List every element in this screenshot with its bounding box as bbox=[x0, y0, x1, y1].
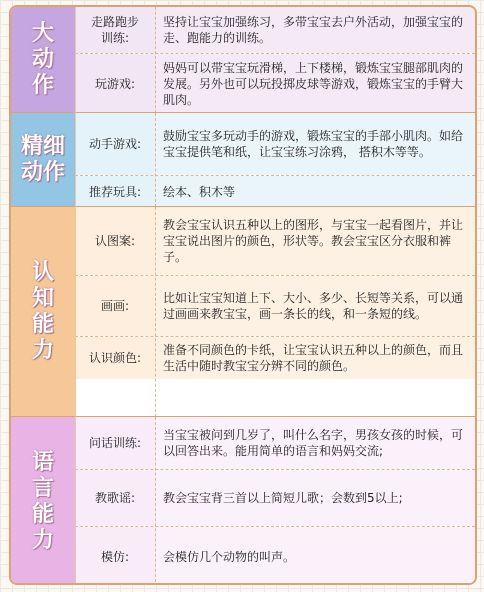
row-text: 比如让宝宝知道上下、大小、多少、长短等关系，可以通过画画来教宝宝，画一条长的线，和一条短的线。 bbox=[155, 276, 475, 336]
category-label: 大 动 作 bbox=[31, 21, 54, 98]
row-text: 准备不同颜色的卡纸，让宝宝认识五种以上的颜色，而且生活中随时教宝宝分辨不同的颜色。 bbox=[155, 337, 475, 379]
category-fine-motor bbox=[11, 113, 75, 207]
table-row bbox=[75, 417, 475, 469]
table-row bbox=[75, 113, 475, 175]
category-cognitive bbox=[11, 207, 75, 417]
table-row bbox=[75, 337, 475, 417]
development-table bbox=[9, 5, 477, 585]
row-label: 玩游戏: bbox=[75, 54, 155, 113]
category-label: 语 言 能 力 bbox=[31, 450, 54, 553]
row-label: 画画: bbox=[75, 276, 155, 336]
category-label: 精细 动作 bbox=[20, 134, 65, 185]
row-label: 动手游戏: bbox=[75, 113, 155, 175]
table-row bbox=[75, 54, 475, 113]
table-row bbox=[75, 527, 475, 585]
table-row bbox=[75, 207, 475, 275]
row-label: 模仿: bbox=[75, 527, 155, 585]
row-text: 妈妈可以带宝宝玩滑梯，上下楼梯，锻炼宝宝腿部肌肉的发展。另外也可以玩投掷皮球等游戏，锻炼宝宝的手臂大肌肉。 bbox=[155, 54, 475, 113]
row-text: 教会宝宝认识五种以上的图形，与宝宝一起看图片，并让宝宝说出图片的颜色，形状等。教会宝宝区分衣服和裤子。 bbox=[155, 207, 475, 275]
table-row bbox=[75, 470, 475, 526]
table-row bbox=[75, 176, 475, 207]
row-label: 走路跑步 训练: bbox=[75, 7, 155, 53]
row-label: 推荐玩具: bbox=[75, 176, 155, 207]
section-cognitive bbox=[11, 207, 475, 417]
row-text: 当宝宝被问到几岁了，叫什么名字，男孩女孩的时候，可以回答出来。能用简单的语言和妈妈交流; bbox=[155, 417, 475, 469]
table-row bbox=[75, 276, 475, 336]
row-text: 鼓励宝宝多玩动手的游戏，锻炼宝宝的手部小肌肉。如给宝宝提供笔和纸，让宝宝练习涂鸦， 搭积木等等。 bbox=[155, 113, 475, 175]
row-text: 绘本、积木等 bbox=[155, 176, 475, 207]
row-text: 坚持让宝宝加强练习，多带宝宝去户外活动，加强宝宝的走、跑能力的训练。 bbox=[155, 7, 475, 53]
table-row bbox=[75, 7, 475, 53]
row-text: 教会宝宝背三首以上简短儿歌；会数到5以上; bbox=[155, 470, 475, 526]
row-label: 教歌谣: bbox=[75, 470, 155, 526]
section-fine-motor bbox=[11, 113, 475, 207]
row-text: 会模仿几个动物的叫声。 bbox=[155, 527, 475, 585]
row-label: 认图案: bbox=[75, 207, 155, 275]
section-gross-motor bbox=[11, 7, 475, 113]
row-label: 问话训练: bbox=[75, 417, 155, 469]
category-language bbox=[11, 417, 75, 585]
category-gross-motor bbox=[11, 7, 75, 113]
row-label: 认识颜色: bbox=[75, 337, 155, 379]
category-label: 认 知 能 力 bbox=[31, 260, 54, 363]
section-language bbox=[11, 417, 475, 585]
